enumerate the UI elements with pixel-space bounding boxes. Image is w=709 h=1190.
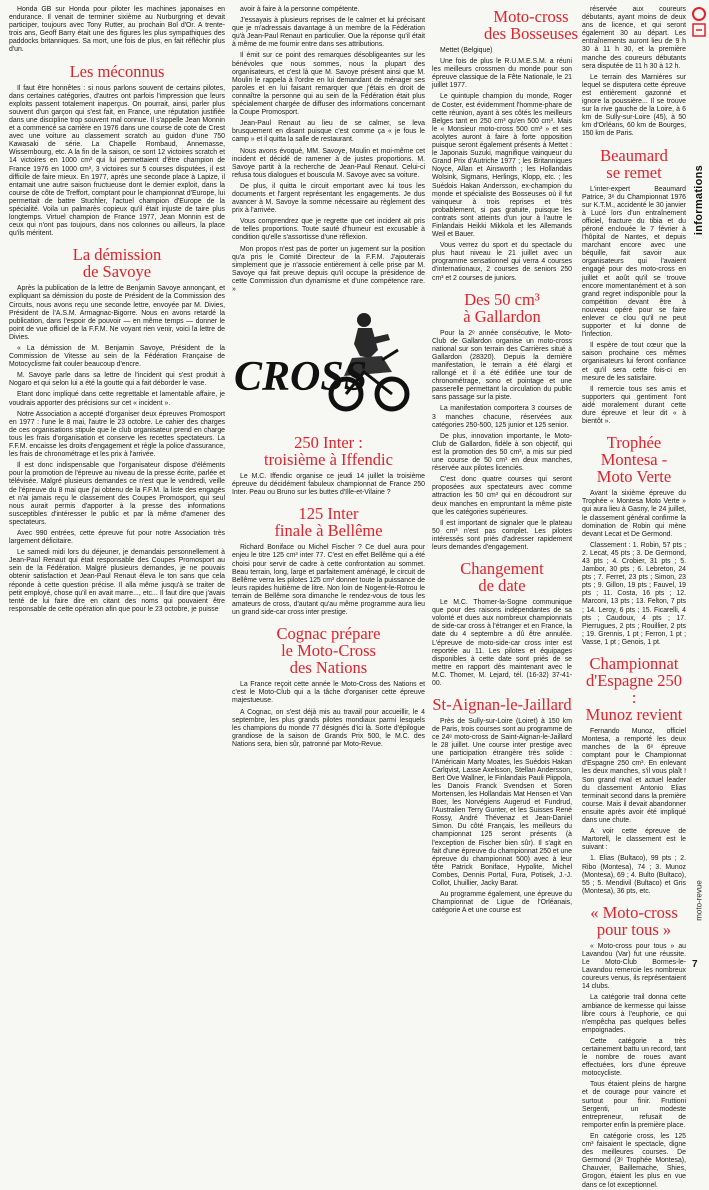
body-paragraph: Il est important de signaler que le plateau 50 cm³ n'est pas complet. Les pilotes intéressés sont priés d'adresser rapidement leurs demandes d'engagement. — [432, 519, 572, 551]
body-paragraph: En catégorie cross, les 125 cm³ faisaient le spectacle, digne des meilleures courses. De Germond (3ᵉ Trophée Montesa), Chauvier, Baillemache, Shies, Grogon, étaient les plus en vue dans ce lot exceptionnel. — [582, 1132, 686, 1189]
body-paragraph: L'inter-expert Beaumard Patrice, 3ᵉ du Championnat 1976 sur K.T.M., accidenté le 30 janvier à Lucé lors d'un entraînement officiel, fracture du tibia et du péroné enclouée le 7 février à l'hôpital de Nantes, et depuis marchant encore avec une béquille, fait savoir aux organisateurs qui l'avaient engagé pour des moto-cross en juillet et août qu'il se trouve encore momentanément et à son grand regret indisponible pour la compétition devant être à nouveau opéré pour se faire enlever ce clou qu'il ne peut supporter et lui donne de l'infection. — [582, 185, 686, 339]
savoye-letter-continued — [232, 6, 425, 294]
body-paragraph: Le M.C. Thomer-la-Sogne communique que pour des raisons indépendantes de sa volonté et dues aux nombreux championnats de side-car cross à l'étranger et en France, la date du 4 septembre a dû être annulée. L'épreuve de moto-side-car cross inter est reportée au 11. Les pilotes et équipages disponibles à cette date sont priés de se mettre en rapport dès maintenant avec le M.C. Thomer, M. Lejard, tél. (16-32) 37-41-00. — [432, 599, 572, 687]
body-paragraph: Avant la sixième épreuve du Trophée « Montesa Moto Verte » qui aura lieu à Gasny, le 24 juillet, le classement général confirme la domination de Robin qui mène devant Lecat et De Germond. — [582, 490, 686, 538]
meconnus-body — [9, 85, 225, 239]
body-paragraph: Le samedi midi lors du déjeuner, je demandais personnellement à Jean-Paul Renaut qui était responsable des Coupes Promosport au sein de la Fédération. Malgré plusieurs demandes, je ne pouvais obtenir satisfaction et Jean-Paul Renaut éleva le ton sans que cela réponde à cette question précise. Il alla même jusqu'à se traiter de petit employé, chose qu'il en avait marre..., etc... Il faut dire que j'avais tenté de lui faire dire en citant des noms qui pouvaient être responsable de cette opération afin que pour le 23 octobre, je puisse — [9, 549, 225, 613]
body-paragraph: Le terrain des Marnières sur lequel se disputera cette épreuve est entièrement gazonné et ignore la poussière... Il se trouve sur la rive gauche de la Loire, à 6 km de Sully-sur-Loire (45), à 50 km d'Orléans, 60 km de Bourges, 150 km de Paris. — [582, 73, 686, 138]
body-paragraph: Notre Association a accepté d'organiser deux épreuves Promosport en 1977 : l'une le 8 mai, l'autre le 23 octobre. Le cahier des charges de ces organisations stipule que le club organisateur prend en charge tous les frais d'organisation et conserve les recettes spectateurs. La F.F.M. encaisse les droits d'engagement et règle la police d'assurance, les frais de chronométrage et les prix à l'arrivée. — [9, 410, 225, 459]
iffendic-headline: 250 Inter : troisième à Iffendic — [264, 433, 393, 470]
body-paragraph: Il émit sur ce point des remarques désobligeantes sur les bénévoles que nous sommes, nous la plupart des organisateurs, et c'est là que M. Savoye présent ainsi que M. Moulin le rappela à l'ordre en lui demandant de ménager ses paroles et en lui faisant remarquer que j'étais en droit de connaître la personne qui au sein de la Fédération était plus spécialement chargée de diffuser des informations concernant la Coupe Promosport. — [232, 52, 425, 117]
body-paragraph: « Moto-cross pour tous » au Lavandou (Var) fut une réussite. Le Moto-Club Bormes-le-Lavandou remercie les nombreux coureurs venus, ils représentaient 14 clubs. — [582, 942, 686, 991]
body-paragraph: Etant donc impliqué dans cette regrettable et lamentable affaire, je voudrais apporter des précisions sur cet « incident ». — [9, 391, 225, 407]
section-label: informations — [693, 164, 705, 236]
body-paragraph: Nous avons évoqué, MM. Savoye, Moulin et moi-même cet incident et décidé de ramener à de justes proportions. M. Savoye partit à la recherche de Jean-Paul Renaut. Celui-ci refusa tous dialogues et bousculа M. Savoye avec sa voiture. — [232, 147, 425, 179]
body-paragraph: Richard Boniface ou Michel Fischer ? Ce duel aura pour enjeu le titre 125 cm³ inter 77. C'est en effet Bellême qui a été choisi pour servir de cadre à cette confrontation au sommet. Beau terrain, long, large et parfaitement aménagé, le circuit de Bellême verra les pilotes 125 cm³ donner toute la puissance de leurs rapides huitième de litre. Non loin de Nogent-le-Rotrou le terrain de Bellême sora dimanche le rendez-vous de tous les amateurs de cross, d'autant qu'au même programme aura lieu un grand side-car cross inter prestige. — [232, 544, 425, 617]
body-paragraph: Avec 990 entrées, cette épreuve fut pour notre Association très largement déficitaire. — [9, 529, 225, 546]
body-paragraph: Il remercie tous ses amis et supporters qui gentiment l'ont aidé moralement durant cette dure épreuve et leur dit « à bientôt ». — [582, 385, 686, 426]
belleme-headline: 125 Inter finale à Bellême — [274, 504, 383, 541]
cross-logo-text: CROSS — [234, 354, 368, 401]
gallardon-body — [432, 330, 572, 552]
trophee-headline: Trophée Montesa - Moto Verte — [596, 433, 672, 487]
body-paragraph: Cette catégorie a très certainement battu un record, tant le nombre de roues avant effectuées, lors d'une épreuve motocycliste. — [582, 1037, 686, 1078]
changement-body — [432, 599, 572, 688]
page-number: 7 — [692, 959, 698, 970]
body-paragraph: Tous étaient pleins de hargne et de courage pour vaincre et surtout pour finir. Fruttioni Sergenti, un modeste entrepreneur, refusait de remporter enfin la première place. — [582, 1081, 686, 1129]
body-paragraph: Fernando Munoz, officiel Montesa, a remporté les deux manches de la 6ᵉ épreuve comptant pour le Championnat d'Espagne 250 cm³. En enlevant les deux manches, s'il vous plaît ! Son grand rival et actuel leader du classement Antonio Elias terminait second dans la première course. Mais il devait abandonner ensuite après avoir été impliqué dans une chute. — [582, 728, 686, 825]
column-2 — [232, 6, 425, 968]
body-paragraph: M. Savoye parle dans sa lettre de l'incident qui s'est produit à Nogaro et qui selon lui a été la goutte qui a fait déborder le vase. — [9, 372, 225, 388]
dateline: Mettet (Belgique) — [440, 47, 493, 54]
geoff-barry-paragraph: Honda GB sur Honda pour piloter les machines japonaises en endurance. Il venait de terminer sixième au Nurburgring et devait participer, toujours avec Tony Rutter, au prochain Bol d'Or. A trente-trois ans, Geoff Barry était une des figures les plus sympathiques des paddocks britanniques. Sa mort, une fois de plus, en fait réfléchir plus d'un. — [9, 6, 225, 54]
body-paragraph: La France reçoit cette année le Moto-Cross des Nations et c'est le Moto-Club qui a la tâche d'organiser cette épreuve majestueuse. — [232, 681, 425, 705]
body-paragraph: C'est donc quatre courses qui seront proposées aux spectateurs avec comme attraction les 50 cm³ qui en découdront sur deux manches en empruntant la même piste que les catégories supérieures. — [432, 476, 572, 516]
saint-aignan-headline: St-Aignan-le-Jaillard — [432, 695, 572, 715]
beaumard-headline: Beaumard se remet — [600, 145, 668, 182]
body-paragraph: J'essayais à plusieurs reprises de le calmer et lui précisant que je m'adressais davantage à un membre de la Fédération qu'à Jean-Paul Renaut en particulier. Oue la réponse qu'il était à même de me fournir entre dans ses attributions. — [232, 17, 425, 49]
body-paragraph: Au programme également, une épreuve du Championnat de Ligue de l'Orléanais, catégorie A et une course est — [432, 891, 572, 915]
gallardon-headline: Des 50 cm³ à Gallardon — [463, 289, 541, 326]
body-paragraph: Près de Sully-sur-Loire (Loiret) à 150 km de Paris, trois courses sont au programme de ce 24ᵉ moto-cross de Saint-Aignan-le-Jaillard le 28 juillet. Une course inter prestige avec une participation étrangère très solide : l'Américain Marty Moates, les Suédois Hakan Carlqvist, Lasse Axelsson, Stellan Andersson, Bert Ove Wallner, le Finlandais Pauli Piippola, les Danois Franck Svendsen et Soren Mortensen, les Hollandais Mat Hensen et Van Boer, les Norvégiens Augerud et Fundrud, l'Australien Terry Gunter, et les Suisses René Rossy, André Thévenaz et Jean-Daniel Simon. Du côté Français, les meilleurs du championnat 125 seront présents (à l'exception de Fischer bien sûr). Il s'agit en fait d'une épreuve du championnat 250 et une épreuve du championnat 500) avec à leur tête Patrick Boniface, Hypolite, Michel Combes, Dennis Portal, Fura, Potisek, J.-J. Collot, Lhuillier, Jacky Barat. — [432, 718, 572, 887]
savoye-headline: La démission de Savoye — [72, 245, 162, 282]
moto-revue-logo-icon — [690, 6, 708, 38]
body-paragraph: Vous comprendrez que je regrette que cet incident ait pris de telles proportions. Toute sauté d'humeur est excusable à condition qu'elle s'assortisse d'une réflexion. — [232, 218, 425, 242]
magazine-name: moto-revue — [694, 879, 704, 921]
meconnus-headline: Les méconnus — [69, 61, 165, 81]
body-paragraph: Le quintuple champion du monde, Roger de Coster, est évidemment l'homme-phare de cette réunion, ayant à ses côtés les meilleurs Belges tant en 250 cm³ qu'en 500 cm³. Mais le « Monsieur moto-cross 500 cm³ » et ses acolytes auront à faire à forte opposition puisque seront également présents à Mettet : le Japonais Suzuki, magnifique vainqueur du Grand Prix d'Autriche 1977 ; les Britanniques Noyce, Allan et Ainsworth ; les Hollandais Wolsink, Sigmans, Herlings, Klopp, etc. ; les Suédois Hakan Andersson, ex-champion du monde et spécialiste des Bosseuses où il fut vainqueur à trois reprises et très probablement, si pas gratuite, puisque les contrats sont atteints d'un jour à l'autre le Finlandais Heikki Mikkola et les Allemands Weil et Bauer. — [432, 93, 572, 239]
classement-paragraph: 1. Elias (Bultaco), 99 pts ; 2. Ribo (Montesa), 74 ; 3. Munoz (Montesa), 69 ; 4. Bulto (Bultaco), 55 ; 5. Mendivil (Bultaco) et Gris (Montesa), 36 pts, etc. — [582, 855, 686, 895]
body-paragraph: Le M.C. Iffendic organise ce jeudi 14 juillet la troisième épreuve du décidément fabuleux championnat de France 250 Inter. Peau ou Bruno sur les buttes d'Ille-et-Vilaine ? — [232, 473, 425, 497]
body-paragraph: Il faut être honnêtes : si nous parlons souvent de certains pilotes, dans certaines catégories, d'autres ont parfois l'impression que leurs exploits passent totalement inaperçus. On pourrait, ainsi, parler plus souvent d'un garçon qui s'est fait, en France, une réputation justifiée dans une discipline trop souvent mal connue. Il s'appelle Jean Monnin et a commencé sa carrière en 1976 dans une course de cote de Crest avec une voiture au classement scratch au guidon d'une 750 Kawasaki de série. La Chapelle Rombaud, Annemasse, Wissembourg, etc. A la fin de la saison, ce sont 12 victoires scratch et 14 victoires en 1000 cm³ qui lui permettaient d'être champion de France 1976 en 1000 cm³, 3 victoires sur 5 courses disputées, il est difficile de faire mieux. En 1977, après une seconde place à Lapize, il entamait une autre saison fructueuse dont le dernier exploit, dans la course de côte de Treffort, comptant pour le championnat d'Europe, lui permettait de battre Stuchler, l'actuel champion d'Europe de la spécialité. Voila un palmarès copieux qu'il était injuste de taire plus longtemps. Virtuel champion de France 1977, Jean Monnin est de ceux qui n'ont pas toujours, dans nos colonnes ou ailleurs, la place qu'ils méritent. — [9, 84, 225, 238]
body-paragraph: Vous verrez du sport et du spectacle du plus haut niveau le 21 juillet avec un programme sensationnel qui verra 4 courses d'internationaux, 2 courses de seniors 250 cm³ et 2 courses de juniors. — [432, 242, 572, 282]
body-paragraph: Il espère de tout cœur que la saison prochaine ces mêmes organisateurs lui feront confiance et qu'il sera cette fois-ci en mesure de les satisfaire. — [582, 342, 686, 382]
pour-tous-headline: « Moto-cross pour tous » — [590, 902, 678, 939]
cognac-headline: Cognac prépare le Moto-Cross des Nations — [276, 624, 381, 678]
changement-headline: Changement de date — [460, 559, 544, 596]
body-paragraph: De plus, innovation importante, le Moto-Club de Gallardon, fidèle à son objectif, qui est la promotion des 50 cm³, a mis sur pied une course de 50 cm³ en deux manches, réservée aux pilotes licenciés. — [432, 432, 572, 473]
body-paragraph: De plus, il quitta le circuit emportant avec lui tous les documents et l'argent représentant les engagements. Je dus avancer à M. Savoye la somme nécessaire au règlement des prix à l'arrivée. — [232, 182, 425, 215]
saint-aignan-body — [432, 718, 572, 915]
bosseuses-body — [432, 47, 572, 283]
body-paragraph: « La démission de M. Benjamin Savoye, Président de la Commission de Vitesse au sein de la Fédération Française de Motocyclisme fait couler beaucoup d'encre. — [9, 345, 225, 369]
body-paragraph: Il est donc indispensable que l'organisateur dispose d'éléments pour la promotion de l'épreuve au niveau de la presse écrite, parlée et télévisée. Malgré plusieurs demandes ce n'est que le vendredi, veille de l'épreuve du 8 mai que j'ai obtenu de la F.F.M. la liste des engagés et n'ai jamais reçu le classement des Coupes Promosport, qui seul nous aurait permis d'apporter à la presse des informations susceptibles d'intéresser le public et par là même d'amener des spectateurs. — [9, 462, 225, 526]
body-paragraph: réservée aux coureurs débutants, ayant moins de deux ans de licence, et qui seront également 30 au départ. Les entraînements auront lieu de 9 h 30 à 11 h 30, et la première manche des coureurs débutants sera disputée de 11 h 30 à 12 h. — [582, 6, 686, 70]
cross-rider-illustration — [232, 298, 425, 426]
column-1 — [9, 6, 225, 968]
savoye-body — [9, 285, 225, 614]
body-paragraph: avoir à faire à la personne compétente. — [240, 6, 360, 13]
body-paragraph: Mon propos n'est pas de porter un jugement sur la position qu'a pris le Comité Directeur de la F.F.M. J'ajouterais simplement que je n'associe entièrement à celle prise par M. Savoye qui fait preuve depuis qu'il occupe la présidence de cette Commission d'un dynamisme et d'une compétence rare. » — [232, 245, 425, 293]
bosseuses-headline: Moto-cross des Bosseuses — [484, 7, 578, 43]
body-paragraph: A voir cette épreuve de Martorell, le classement est le suivant : — [582, 828, 686, 852]
classement-paragraph: Classement : 1. Robin, 57 pts ; 2. Lecat, 45 pts ; 3. De Germond, 43 pts ; 4. Crobier, 31 pts ; 5. Jambor, 30 pts ; 6. Lebreton, 24 pts ; 7. Ferret, 23 pts ; Simon, 23 pts ; 9. Gillon, 19 pts ; Fauvel, 19 pts ; 11. Costa, 16 pts ; 12. Marconi, 13 pts ; 13. Felton, 7 pts ; 14. Leroy, 6 pts ; 15. Ficarelli, 4 pts ; Caudoux, 4 pts ; 17. Pierrugues, 2 pts ; Rouillier, 2 pts ; 19. Grennis, 1 pt ; Ferron, 1 pt ; Vasse, 1 pt ; Genois, 1 pt. — [582, 541, 686, 646]
body-paragraph: A Cognac, on s'est déjà mis au travail pour accueillir, le 4 septembre, les plus grands pilotes mondiaux parmi lesquels les champions du monde 77 désignés d'ici là. Sorte d'épilogue grandiose de la saison de Grands Prix 500, le M.C. des Nations sera, bien sûr, patronné par Moto-Revue. — [232, 708, 425, 748]
body-paragraph: La catégorie trail donna cette ambiance de kermesse qui laisse libre cours à l'euphorie, ce qui n'empêcha pas quelques belles empoignades. — [582, 994, 686, 1034]
page-sidebar — [688, 0, 709, 976]
body-paragraph: Une fois de plus le R.U.M.E.S.M. a réuni les meilleurs crossmen du monde pour son épreuve classique de la Fête Nationale, le 21 juillet 1977. — [432, 58, 572, 90]
body-paragraph: Jean-Paul Renaut au lieu de se calmer, se leva brusquement en disant puisque c'est comme ça « je fous le camp » et il quitta la salle de restaurant. — [232, 120, 425, 144]
cross-logo-with-rider — [232, 298, 425, 426]
body-paragraph: Après la publication de la lettre de Benjamin Savoye annonçant, et expliquant sa démission du poste de Président de la Commission des Circuits, nous avons reçu une seconde lettre, envoyée par M. Divies, Président de l'A.S.M. Armagnac-Bigorre. Nous en avons retardé la publication, dans l'espoir de pouvoir — en même temps — donner le point de vue officiel de la F.F.M. Ne voyant rien venir, voici la lettre de Divies. — [9, 285, 225, 341]
column-4 — [582, 6, 686, 1189]
body-paragraph: La manifestation comportera 3 courses de 3 manches chacune, réservées aux catégories 250-500, 125 junior et 125 senior. — [432, 405, 572, 429]
espagne-headline: Championnat d'Espagne 250 : Munoz revient — [585, 654, 683, 724]
body-paragraph: Pour la 2ᵉ année consécutive, le Moto-Club de Gallardon organise un moto-cross national sur son terrain des Carrières situé à Gallardon (28320). Depuis la dernière manifestation, le terrain a été élargi et rallongé et il a été édifiée une tour de chronométrage, sono et pointage et une passerelle permettant la circulation du public sans passage sur la piste. — [432, 329, 572, 402]
